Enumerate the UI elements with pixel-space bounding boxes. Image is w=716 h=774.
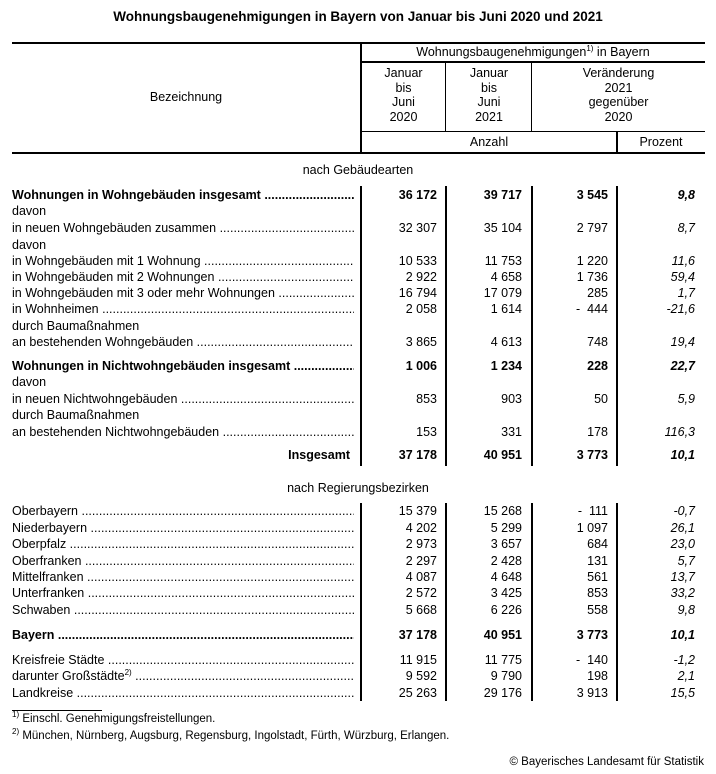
change-absolute: - 111 xyxy=(577,504,608,518)
header-col-change-line1: Veränderung xyxy=(582,66,655,80)
change-percent: 10,1 xyxy=(670,448,695,462)
table-row xyxy=(0,424,716,440)
row-label-text: davon xyxy=(12,375,47,389)
row-label xyxy=(12,520,354,536)
table-row xyxy=(0,602,716,618)
value-2020: 2 922 xyxy=(405,270,437,284)
value-2020: 36 172 xyxy=(398,188,437,202)
change-absolute: 228 xyxy=(587,359,608,373)
value-2021: 2 428 xyxy=(490,554,522,568)
footnote-ref-2: 2) xyxy=(124,668,132,677)
change-percent: 15,5 xyxy=(670,686,695,700)
table-row xyxy=(0,285,716,301)
change-percent: 23,0 xyxy=(670,537,695,551)
change-percent: -1,2 xyxy=(673,653,695,667)
header-bottom-rule xyxy=(12,152,705,154)
row-label xyxy=(12,220,354,236)
table-row xyxy=(0,536,716,552)
table-row xyxy=(0,553,716,569)
row-label xyxy=(12,203,354,219)
leader-dots xyxy=(193,335,354,349)
value-2021: 4 613 xyxy=(490,335,522,349)
table-row xyxy=(0,520,716,536)
row-label xyxy=(12,391,354,407)
row-label xyxy=(12,652,354,668)
row-label-text: in neuen Nichtwohngebäuden xyxy=(12,392,178,406)
footnote-1 xyxy=(12,710,216,725)
header-col-2021-line1: Januar xyxy=(469,66,509,80)
table-row xyxy=(0,652,716,668)
change-absolute: - 140 xyxy=(576,653,608,667)
header-group-text: Wohnungsbaugenehmigungen xyxy=(416,45,587,59)
row-label-text: Kreisfreie Städte xyxy=(12,653,105,667)
leader-dots xyxy=(261,188,354,202)
change-absolute: 1 736 xyxy=(576,270,608,284)
row-label-text: durch Baumaßnahmen xyxy=(12,319,140,333)
leader-dots xyxy=(216,221,354,235)
value-2020: 5 668 xyxy=(405,603,437,617)
change-percent: 10,1 xyxy=(670,628,695,642)
value-2021: 15 268 xyxy=(483,504,522,518)
leader-dots xyxy=(54,628,354,642)
value-2020: 32 307 xyxy=(398,221,437,235)
header-group xyxy=(361,45,705,60)
value-2021: 11 775 xyxy=(484,653,522,667)
row-label xyxy=(12,503,354,519)
change-percent: 5,7 xyxy=(677,554,695,568)
change-percent: 11,6 xyxy=(671,254,695,268)
value-2020: 11 915 xyxy=(399,653,437,667)
row-label xyxy=(12,585,354,601)
row-label xyxy=(12,424,354,440)
row-label xyxy=(12,187,354,203)
header-col-2021-line4: 2021 xyxy=(475,109,503,124)
change-percent: 9,8 xyxy=(677,603,695,617)
change-percent: 8,7 xyxy=(677,221,695,235)
row-label xyxy=(12,237,354,253)
leader-dots xyxy=(201,254,354,268)
value-2021: 5 299 xyxy=(490,521,522,535)
header-col-2020-line2: bis xyxy=(395,80,412,95)
table-row xyxy=(0,358,716,374)
header-group-rule xyxy=(361,61,705,63)
change-absolute: 853 xyxy=(587,586,608,600)
value-2020: 2 572 xyxy=(405,586,437,600)
change-absolute: 561 xyxy=(587,570,608,584)
table-row xyxy=(0,503,716,519)
value-2021: 17 079 xyxy=(483,286,522,300)
leader-dots xyxy=(275,286,354,300)
header-col-change xyxy=(532,66,705,124)
change-absolute: - 444 xyxy=(576,302,608,316)
table-row xyxy=(0,447,716,463)
change-percent: 26,1 xyxy=(670,521,695,535)
change-percent: 33,2 xyxy=(670,586,695,600)
value-2020: 853 xyxy=(416,392,437,406)
value-2021: 39 717 xyxy=(483,188,522,202)
change-percent: 19,4 xyxy=(670,335,695,349)
value-2021: 1 614 xyxy=(490,302,522,316)
footnote-mark-2: 2) xyxy=(12,727,20,737)
row-label-text: Wohnungen in Wohngebäuden insgesamt xyxy=(12,188,261,202)
change-absolute: 50 xyxy=(594,392,608,406)
value-2020: 2 973 xyxy=(405,537,437,551)
header-unit-anzahl: Anzahl xyxy=(469,135,509,149)
footnote-mark-1: 1) xyxy=(12,710,20,720)
leader-dots xyxy=(104,653,354,667)
header-group-suffix: in Bayern xyxy=(593,45,650,59)
table-row xyxy=(0,569,716,585)
row-label-text: Oberfranken xyxy=(12,554,82,568)
row-label xyxy=(12,253,354,269)
table-row xyxy=(0,187,716,203)
row-label-text: in Wohngebäuden mit 3 oder mehr Wohnungen xyxy=(12,286,275,300)
value-2021: 40 951 xyxy=(483,628,522,642)
row-label-text: Mittelfranken xyxy=(12,570,84,584)
value-2020: 3 865 xyxy=(405,335,437,349)
footnote-text-2: München, Nürnberg, Augsburg, Regensburg, Ingolstadt, Fürth, Würzburg, Erlangen. xyxy=(19,730,450,742)
row-label-text: Oberpfalz xyxy=(12,537,67,551)
value-2020: 25 263 xyxy=(398,686,437,700)
row-label xyxy=(12,447,350,463)
change-absolute: 558 xyxy=(587,603,608,617)
change-percent: 1,7 xyxy=(677,286,695,300)
change-absolute: 198 xyxy=(587,669,608,683)
row-label-text: durch Baumaßnahmen xyxy=(12,408,140,422)
table-row xyxy=(0,685,716,701)
table-row xyxy=(0,407,716,423)
leader-dots xyxy=(70,603,354,617)
row-label-text: Unterfranken xyxy=(12,586,85,600)
table-row xyxy=(0,318,716,334)
row-label xyxy=(12,318,354,334)
row-label xyxy=(12,627,354,643)
table-row xyxy=(0,253,716,269)
change-absolute: 1 097 xyxy=(576,521,608,535)
change-absolute: 1 220 xyxy=(576,254,608,268)
row-label-text: darunter Großstädte xyxy=(12,669,125,683)
header-col-2020-line1: Januar xyxy=(384,66,423,80)
row-label xyxy=(12,269,354,285)
row-label-text: in Wohnheimen xyxy=(12,302,99,316)
table-row xyxy=(0,668,716,684)
leader-dots xyxy=(73,686,354,700)
row-label-text: Insgesamt xyxy=(288,448,350,462)
value-2021: 40 951 xyxy=(483,448,522,462)
value-2021: 3 425 xyxy=(490,586,522,600)
change-percent: 2,1 xyxy=(677,669,695,683)
row-label xyxy=(12,536,354,552)
row-label xyxy=(12,334,354,350)
leader-dots xyxy=(81,554,354,568)
change-absolute: 3 773 xyxy=(576,448,608,462)
change-percent: -0,7 xyxy=(673,504,695,518)
change-percent: 22,7 xyxy=(670,359,695,373)
table-row xyxy=(0,334,716,350)
table-row xyxy=(0,220,716,236)
section-heading-bezirke: nach Regierungsbezirken xyxy=(287,481,429,495)
row-label-text: davon xyxy=(12,238,47,252)
header-col-2021-line2: bis xyxy=(481,80,497,95)
value-2020: 4 087 xyxy=(405,570,437,584)
row-label xyxy=(12,285,354,301)
row-label-text: Bayern xyxy=(12,628,55,642)
leader-dots xyxy=(214,270,354,284)
header-top-rule xyxy=(12,42,705,44)
row-label-text: an bestehenden Nichtwohngebäuden xyxy=(12,425,220,439)
change-absolute: 3 773 xyxy=(576,628,608,642)
footnote-ref-1: 1) xyxy=(586,43,594,53)
value-2021: 29 176 xyxy=(483,686,522,700)
leader-dots xyxy=(84,586,354,600)
table-row xyxy=(0,627,716,643)
value-2020: 16 794 xyxy=(398,286,437,300)
change-absolute: 178 xyxy=(587,425,608,439)
value-2020: 9 592 xyxy=(405,669,437,683)
row-label-text: in Wohngebäuden mit 2 Wohnungen xyxy=(12,270,215,284)
header-col-2020-line3: Juni xyxy=(392,95,415,109)
change-absolute: 684 xyxy=(587,537,608,551)
table-row xyxy=(0,374,716,390)
row-label xyxy=(12,553,354,569)
value-2020: 37 178 xyxy=(398,628,437,642)
change-absolute: 748 xyxy=(587,335,608,349)
value-2021: 331 xyxy=(501,425,522,439)
header-unit-prozent: Prozent xyxy=(639,135,683,149)
leader-dots xyxy=(78,504,354,518)
change-absolute: 285 xyxy=(587,286,608,300)
value-2021: 11 753 xyxy=(484,254,522,268)
value-2021: 903 xyxy=(501,392,522,406)
leader-dots xyxy=(87,521,354,535)
change-absolute: 3 545 xyxy=(576,188,608,202)
copyright: © Bayerisches Landesamt für Statistik xyxy=(509,756,704,768)
row-label xyxy=(12,602,354,618)
change-percent: 9,8 xyxy=(677,188,695,202)
value-2021: 4 658 xyxy=(490,270,522,284)
leader-dots xyxy=(290,359,354,373)
row-label-text: in Wohngebäuden mit 1 Wohnung xyxy=(12,254,201,268)
table-title: Wohnungsbaugenehmigungen in Bayern von Januar bis Juni 2020 und 2021 xyxy=(113,9,603,24)
header-col-2020 xyxy=(361,66,446,124)
row-label xyxy=(12,374,354,390)
value-2020: 2 058 xyxy=(405,302,437,316)
leader-dots xyxy=(66,537,354,551)
table-row xyxy=(0,301,716,317)
header-col-change-line3: gegenüber xyxy=(588,95,649,109)
row-label-text: an bestehenden Wohngebäuden xyxy=(12,335,194,349)
value-2020: 10 533 xyxy=(398,254,437,268)
change-percent: 116,3 xyxy=(664,425,695,439)
header-bezeichnung: Bezeichnung xyxy=(149,90,223,104)
row-label-text: in neuen Wohngebäuden zusammen xyxy=(12,221,217,235)
row-label-text: davon xyxy=(12,204,47,218)
row-label-text: Schwaben xyxy=(12,603,71,617)
value-2021: 3 657 xyxy=(490,537,522,551)
value-2021: 35 104 xyxy=(483,221,522,235)
row-label xyxy=(12,301,354,317)
row-label-text: Niederbayern xyxy=(12,521,88,535)
value-2020: 4 202 xyxy=(405,521,437,535)
header-col-2021-line3: Juni xyxy=(477,95,501,109)
row-label-text: Landkreise xyxy=(12,686,74,700)
footnote-2 xyxy=(12,727,450,742)
header-col-2021 xyxy=(446,66,532,124)
header-col-change-line4: 2020 xyxy=(604,109,633,124)
value-2021: 4 648 xyxy=(490,570,522,584)
leader-dots xyxy=(177,392,354,406)
leader-dots xyxy=(84,570,354,584)
leader-dots xyxy=(132,669,354,683)
row-label xyxy=(12,685,354,701)
value-2021: 6 226 xyxy=(490,603,522,617)
value-2020: 153 xyxy=(416,425,437,439)
footnote-text-1: Einschl. Genehmigungsfreistellungen. xyxy=(19,713,216,725)
header-col-change-line2: 2021 xyxy=(604,80,633,95)
change-absolute: 3 913 xyxy=(576,686,608,700)
change-absolute: 131 xyxy=(587,554,608,568)
row-label xyxy=(12,407,354,423)
change-absolute: 2 797 xyxy=(576,221,608,235)
leader-dots xyxy=(219,425,354,439)
table-row xyxy=(0,269,716,285)
section-heading-gebaeudearten: nach Gebäudearten xyxy=(302,163,414,177)
row-label-text: Wohnungen in Nichtwohngebäuden insgesamt xyxy=(12,359,291,373)
value-2021: 1 234 xyxy=(490,359,522,373)
leader-dots xyxy=(99,302,354,316)
table-row xyxy=(0,391,716,407)
header-col-2020-line4: 2020 xyxy=(389,109,418,124)
row-label xyxy=(12,569,354,585)
change-percent: 13,7 xyxy=(670,570,695,584)
value-2020: 2 297 xyxy=(405,554,437,568)
header-unit-rule xyxy=(361,131,705,132)
row-label xyxy=(12,668,354,684)
row-label-text: Oberbayern xyxy=(12,504,79,518)
value-2020: 15 379 xyxy=(398,504,437,518)
footnote-rule xyxy=(12,710,102,711)
value-2020: 1 006 xyxy=(405,359,437,373)
value-2021: 9 790 xyxy=(490,669,522,683)
table-row xyxy=(0,203,716,219)
table-row xyxy=(0,585,716,601)
change-percent: 5,9 xyxy=(677,392,695,406)
row-label xyxy=(12,358,354,374)
change-percent: -21,6 xyxy=(666,302,695,316)
table-row xyxy=(0,237,716,253)
value-2020: 37 178 xyxy=(398,448,437,462)
change-percent: 59,4 xyxy=(670,270,695,284)
